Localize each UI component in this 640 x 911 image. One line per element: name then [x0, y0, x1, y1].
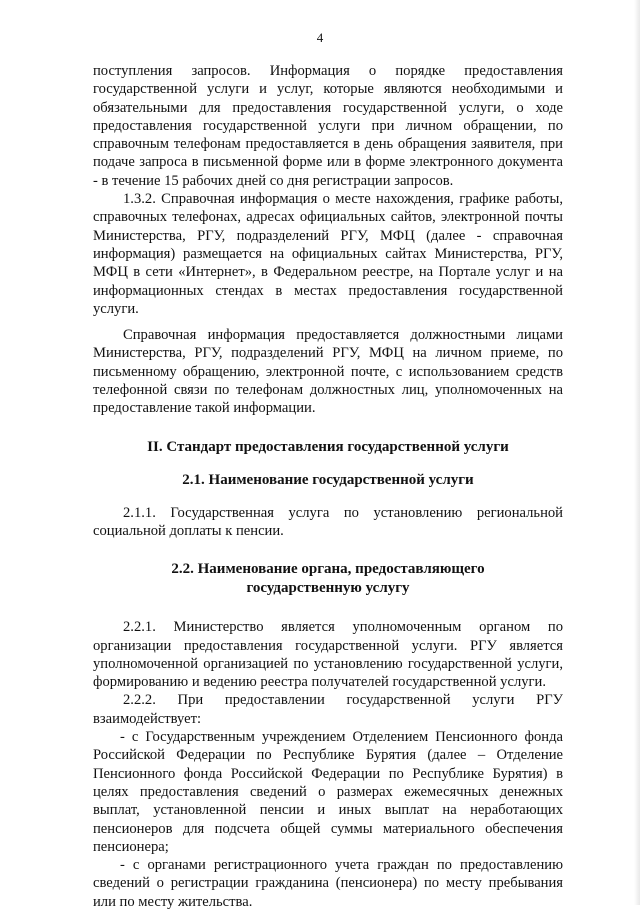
scan-edge-shadow	[634, 0, 640, 905]
paragraph-reference-info: Справочная информация предоставляется должностными лицами Министерства, РГУ, подразделений РГУ, МФЦ на личном приеме, по письменному обращению, электронной почте, с использованием средств телефонной связи по телефонам должностных лиц, уполномоченных на предоставление такой информации.	[93, 327, 563, 417]
section-heading-2: II. Стандарт предоставления государственной услуги	[147, 438, 509, 455]
subsection-heading-2-1: 2.1. Наименование государственной услуги	[182, 471, 474, 488]
paragraph-2-1-1: 2.1.1. Государственная услуга по установлению региональной социальной доплаты к пенсии.	[93, 504, 563, 539]
paragraph-2-2-1: 2.2.1. Министерство является уполномоченным органом по организации предоставления государственной услуги. РГУ является уполномоченной организацией по установлению государственной услуги, формированию и ведению реестра получателей государственной услуги.	[93, 619, 563, 691]
page-number: 4	[316, 30, 324, 45]
list-item-pension-fund: - с Государственным учреждением Отделением Пенсионного фонда Российской Федерации по Республике Бурятия (далее – Отделение Пенсионного фонда Российской Федерации по Республике Бурятия) в целях предоставления сведений о размерах ежемесячных денежных выплат, установленной пенсии и иных выплат на неработающих пенсионеров для подсчета общей суммы материального обеспечения пенсионера;	[93, 729, 563, 855]
list-item-registration: - с органами регистрационного учета граждан по предоставлению сведений о регистрации гражданина (пенсионера) по месту пребывания или по месту жительства.	[93, 857, 563, 910]
subsection-heading-2-2: 2.2. Наименование органа, предоставляющего государственную услугу	[171, 561, 485, 597]
paragraph-2-2-2: 2.2.2. При предоставлении государственной услуги РГУ взаимодействует:	[93, 692, 563, 727]
page-body	[93, 62, 563, 911]
paragraph-inquiries: поступления запросов. Информация о порядке предоставления государственной услуги и услуг, которые являются необходимыми и обязательными для предоставления государственной услуги, о ходе предоставления государственной услуги при личном обращении, по справочным телефонам предоставляется в день обращения заявителя, при подаче запроса в письменной форме или в форме электронного документа - в течение 15 рабочих дней со дня регистрации запросов.	[93, 63, 563, 189]
paragraph-1-3-2: 1.3.2. Справочная информация о месте нахождения, графике работы, справочных телефонах, адресах официальных сайтов, электронной почты Министерства, РГУ, подразделений РГУ, МФЦ (далее - справочная информация) размещается на официальных сайтах Министерства, РГУ, МФЦ в сети «Интернет», в Федеральном реестре, на Портале услуг и на информационных стендах в местах предоставления государственной услуги.	[93, 191, 563, 317]
